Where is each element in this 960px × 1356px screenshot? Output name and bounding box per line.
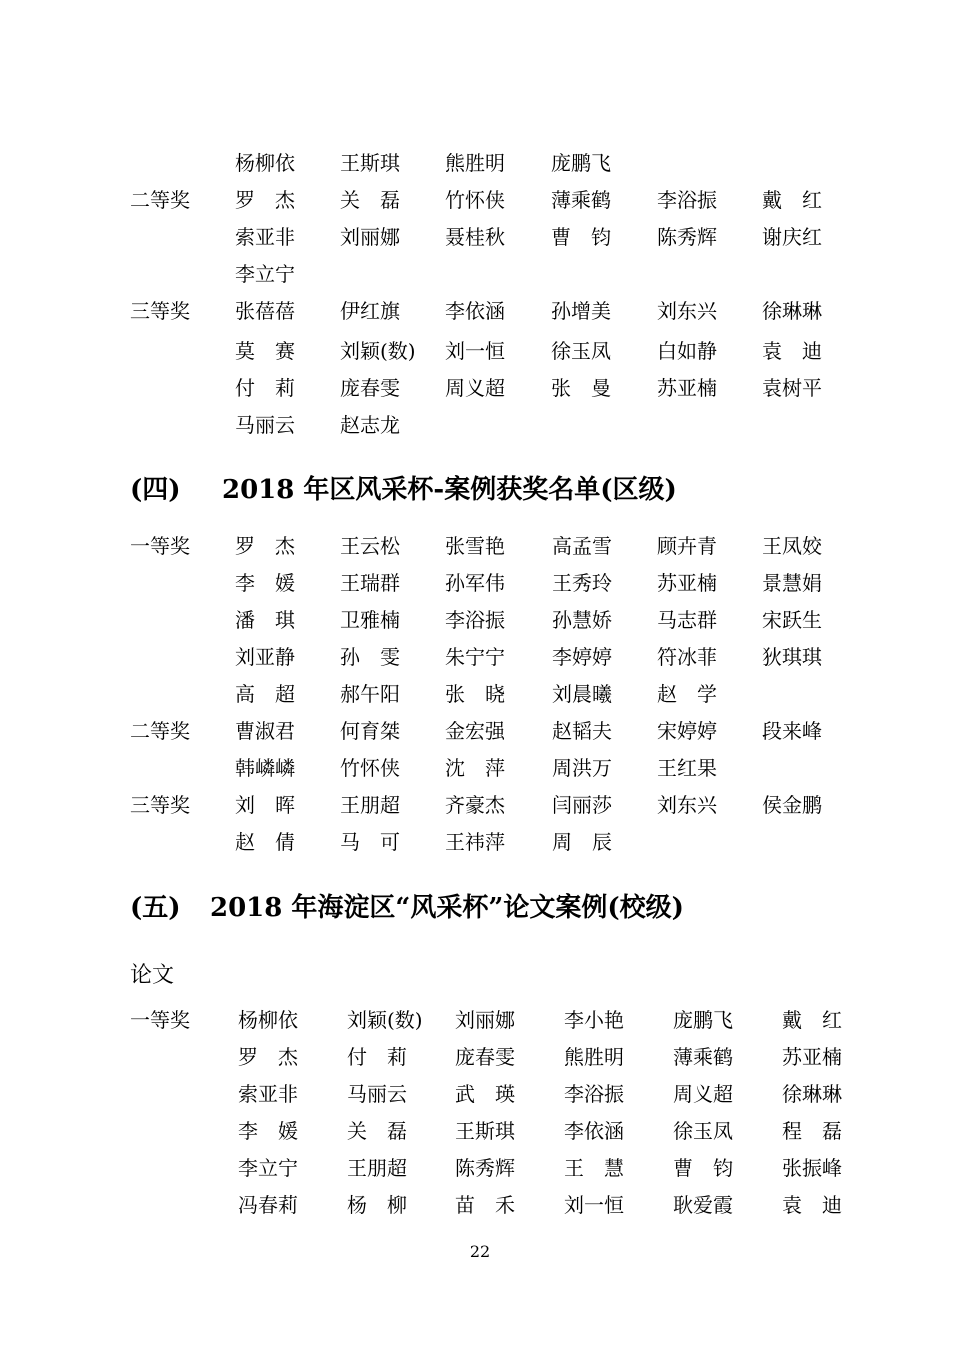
awardee-name: 李浴振 [445,608,505,632]
award-row [0,681,960,711]
awardee-name: 张 晓 [445,682,505,706]
awardee-name: 庞鹏飞 [551,151,611,175]
awardee-name: 马丽云 [347,1082,407,1106]
award-level-label: 三等奖 [130,299,190,323]
section-4-title: 2018 年区风采杯-案例获奖名单(区级) [222,475,677,505]
awardee-name: 程 磊 [782,1119,842,1143]
awardee-name: 陈秀辉 [657,225,717,249]
award-row [0,1044,960,1074]
awardee-name: 苏亚楠 [657,571,717,595]
award-row [0,224,960,254]
awardee-name: 李 媛 [238,1119,298,1143]
awardee-name: 郝午阳 [340,682,400,706]
awardee-name: 关 磊 [347,1119,407,1143]
awardee-name: 刘丽娜 [340,225,400,249]
awardee-name: 曹淑君 [235,719,295,743]
awardee-name: 王红果 [657,756,717,780]
awardee-name: 袁 迪 [762,339,822,363]
award-row [0,298,960,328]
awardee-name: 庞春雯 [455,1045,515,1069]
awardee-name: 竹怀侠 [445,188,505,212]
awardee-name: 闫丽莎 [552,793,612,817]
awardee-name: 孙军伟 [445,571,505,595]
awardee-name: 孙慧娇 [552,608,612,632]
awardee-name: 刘丽娜 [455,1008,515,1032]
awardee-name: 熊胜明 [564,1045,624,1069]
award-row [0,261,960,291]
awardee-name: 刘 晖 [235,793,295,817]
awardee-name: 王凤姣 [762,534,822,558]
awardee-name: 李 媛 [235,571,295,595]
awardee-name: 王秀玲 [552,571,612,595]
awardee-name: 符冰菲 [657,645,717,669]
awardee-name: 苏亚楠 [782,1045,842,1069]
awardee-name: 刘亚静 [235,645,295,669]
awardee-name: 刘东兴 [657,299,717,323]
awardee-name: 周 辰 [552,830,612,854]
awardee-name: 罗 杰 [238,1045,298,1069]
awardee-name: 李依涵 [564,1119,624,1143]
award-row [0,375,960,405]
awardee-name: 张振峰 [782,1156,842,1180]
award-row [0,792,960,822]
awardee-name: 孙增美 [551,299,611,323]
awardee-name: 杨柳依 [235,151,295,175]
section-5-title: 2018 年海淀区“风采杯”论文案例(校级) [210,893,684,923]
awardee-name: 薄乘鹤 [673,1045,733,1069]
award-row [0,1007,960,1037]
awardee-name: 齐豪杰 [445,793,505,817]
awardee-name: 李立宁 [238,1156,298,1180]
awardee-name: 宋婷婷 [657,719,717,743]
section-4-number: (四) [130,475,181,505]
award-level-label: 一等奖 [130,534,190,558]
awardee-name: 袁 迪 [782,1193,842,1217]
awardee-name: 苗 禾 [455,1193,515,1217]
awardee-name: 宋跃生 [762,608,822,632]
awardee-name: 刘颖(数) [340,339,416,363]
awardee-name: 付 莉 [347,1045,407,1069]
awardee-name: 白如静 [657,339,717,363]
awardee-name: 徐玉凤 [673,1119,733,1143]
award-row [0,150,960,180]
awardee-name: 李浴振 [564,1082,624,1106]
awardee-name: 段来峰 [762,719,822,743]
awardee-name: 朱宁宁 [445,645,505,669]
awardee-name: 何育桀 [340,719,400,743]
awardee-name: 卫雅楠 [340,608,400,632]
awardee-name: 马 可 [340,830,400,854]
awardee-name: 高 超 [235,682,295,706]
awardee-name: 顾卉青 [657,534,717,558]
awardee-name: 徐琳琳 [762,299,822,323]
awardee-name: 苏亚楠 [657,376,717,400]
awardee-name: 马丽云 [235,413,295,437]
award-level-label: 一等奖 [130,1008,190,1032]
awardee-name: 韩嶙嶙 [235,756,295,780]
award-level-label: 二等奖 [130,719,190,743]
awardee-name: 庞春雯 [340,376,400,400]
awardee-name: 张 曼 [551,376,611,400]
awardee-name: 马志群 [657,608,717,632]
awardee-name: 徐玉凤 [551,339,611,363]
awardee-name: 刘东兴 [657,793,717,817]
awardee-name: 赵 学 [657,682,717,706]
awardee-name: 薄乘鹤 [551,188,611,212]
awardee-name: 索亚非 [235,225,295,249]
awardee-name: 徐琳琳 [782,1082,842,1106]
section-5-subtitle: 论文 [130,963,175,988]
awardee-name: 杨柳依 [238,1008,298,1032]
award-row [0,755,960,785]
awardee-name: 袁树平 [762,376,822,400]
awardee-name: 罗 杰 [235,534,295,558]
page-number: 22 [469,1242,491,1261]
award-row [0,412,960,442]
award-row [0,1081,960,1111]
awardee-name: 孙 雯 [340,645,400,669]
awardee-name: 李婷婷 [552,645,612,669]
awardee-name: 戴 红 [762,188,822,212]
awardee-name: 付 莉 [235,376,295,400]
award-level-label: 三等奖 [130,793,190,817]
awardee-name: 王朋超 [340,793,400,817]
award-row [0,533,960,563]
awardee-name: 伊红旗 [340,299,400,323]
awardee-name: 张蓓蓓 [235,299,295,323]
awardee-name: 李依涵 [445,299,505,323]
awardee-name: 王祎萍 [445,830,505,854]
award-row [0,338,960,368]
awardee-name: 莫 赛 [235,339,295,363]
award-row [0,1118,960,1148]
awardee-name: 刘一恒 [445,339,505,363]
awardee-name: 庞鹏飞 [673,1008,733,1032]
awardee-name: 周洪万 [552,756,612,780]
awardee-name: 王 慧 [564,1156,624,1180]
awardee-name: 李立宁 [235,262,295,286]
awardee-name: 刘颖(数) [347,1008,423,1032]
awardee-name: 潘 琪 [235,608,295,632]
awardee-name: 王云松 [340,534,400,558]
awardee-name: 杨 柳 [347,1193,407,1217]
award-row [0,1192,960,1222]
awardee-name: 刘晨曦 [552,682,612,706]
awardee-name: 金宏强 [445,719,505,743]
awardee-name: 戴 红 [782,1008,842,1032]
awardee-name: 刘一恒 [564,1193,624,1217]
awardee-name: 景慧娟 [762,571,822,595]
awardee-name: 赵 倩 [235,830,295,854]
awardee-name: 赵韬夫 [552,719,612,743]
awardee-name: 曹 钧 [673,1156,733,1180]
awardee-name: 索亚非 [238,1082,298,1106]
awardee-name: 陈秀辉 [455,1156,515,1180]
awardee-name: 周义超 [673,1082,733,1106]
awardee-name: 聂桂秋 [445,225,505,249]
awardee-name: 高孟雪 [552,534,612,558]
awardee-name: 周义超 [445,376,505,400]
award-row [0,644,960,674]
awardee-name: 李小艳 [564,1008,624,1032]
awardee-name: 侯金鹏 [762,793,822,817]
award-level-label: 二等奖 [130,188,190,212]
awardee-name: 李浴振 [657,188,717,212]
award-row [0,829,960,859]
awardee-name: 竹怀侠 [340,756,400,780]
section-5-number: (五) [130,893,181,923]
awardee-name: 武 瑛 [455,1082,515,1106]
awardee-name: 沈 萍 [445,756,505,780]
awardee-name: 熊胜明 [445,151,505,175]
awardee-name: 关 磊 [340,188,400,212]
awardee-name: 王朋超 [347,1156,407,1180]
award-row [0,187,960,217]
awardee-name: 王斯琪 [340,151,400,175]
awardee-name: 曹 钧 [551,225,611,249]
award-row [0,718,960,748]
award-row [0,1155,960,1185]
award-row [0,570,960,600]
awardee-name: 王瑞群 [340,571,400,595]
awardee-name: 耿爱霞 [673,1193,733,1217]
awardee-name: 张雪艳 [445,534,505,558]
award-row [0,607,960,637]
awardee-name: 狄琪琪 [762,645,822,669]
awardee-name: 冯春莉 [238,1193,298,1217]
awardee-name: 赵志龙 [340,413,400,437]
awardee-name: 王斯琪 [455,1119,515,1143]
awardee-name: 谢庆红 [762,225,822,249]
awardee-name: 罗 杰 [235,188,295,212]
